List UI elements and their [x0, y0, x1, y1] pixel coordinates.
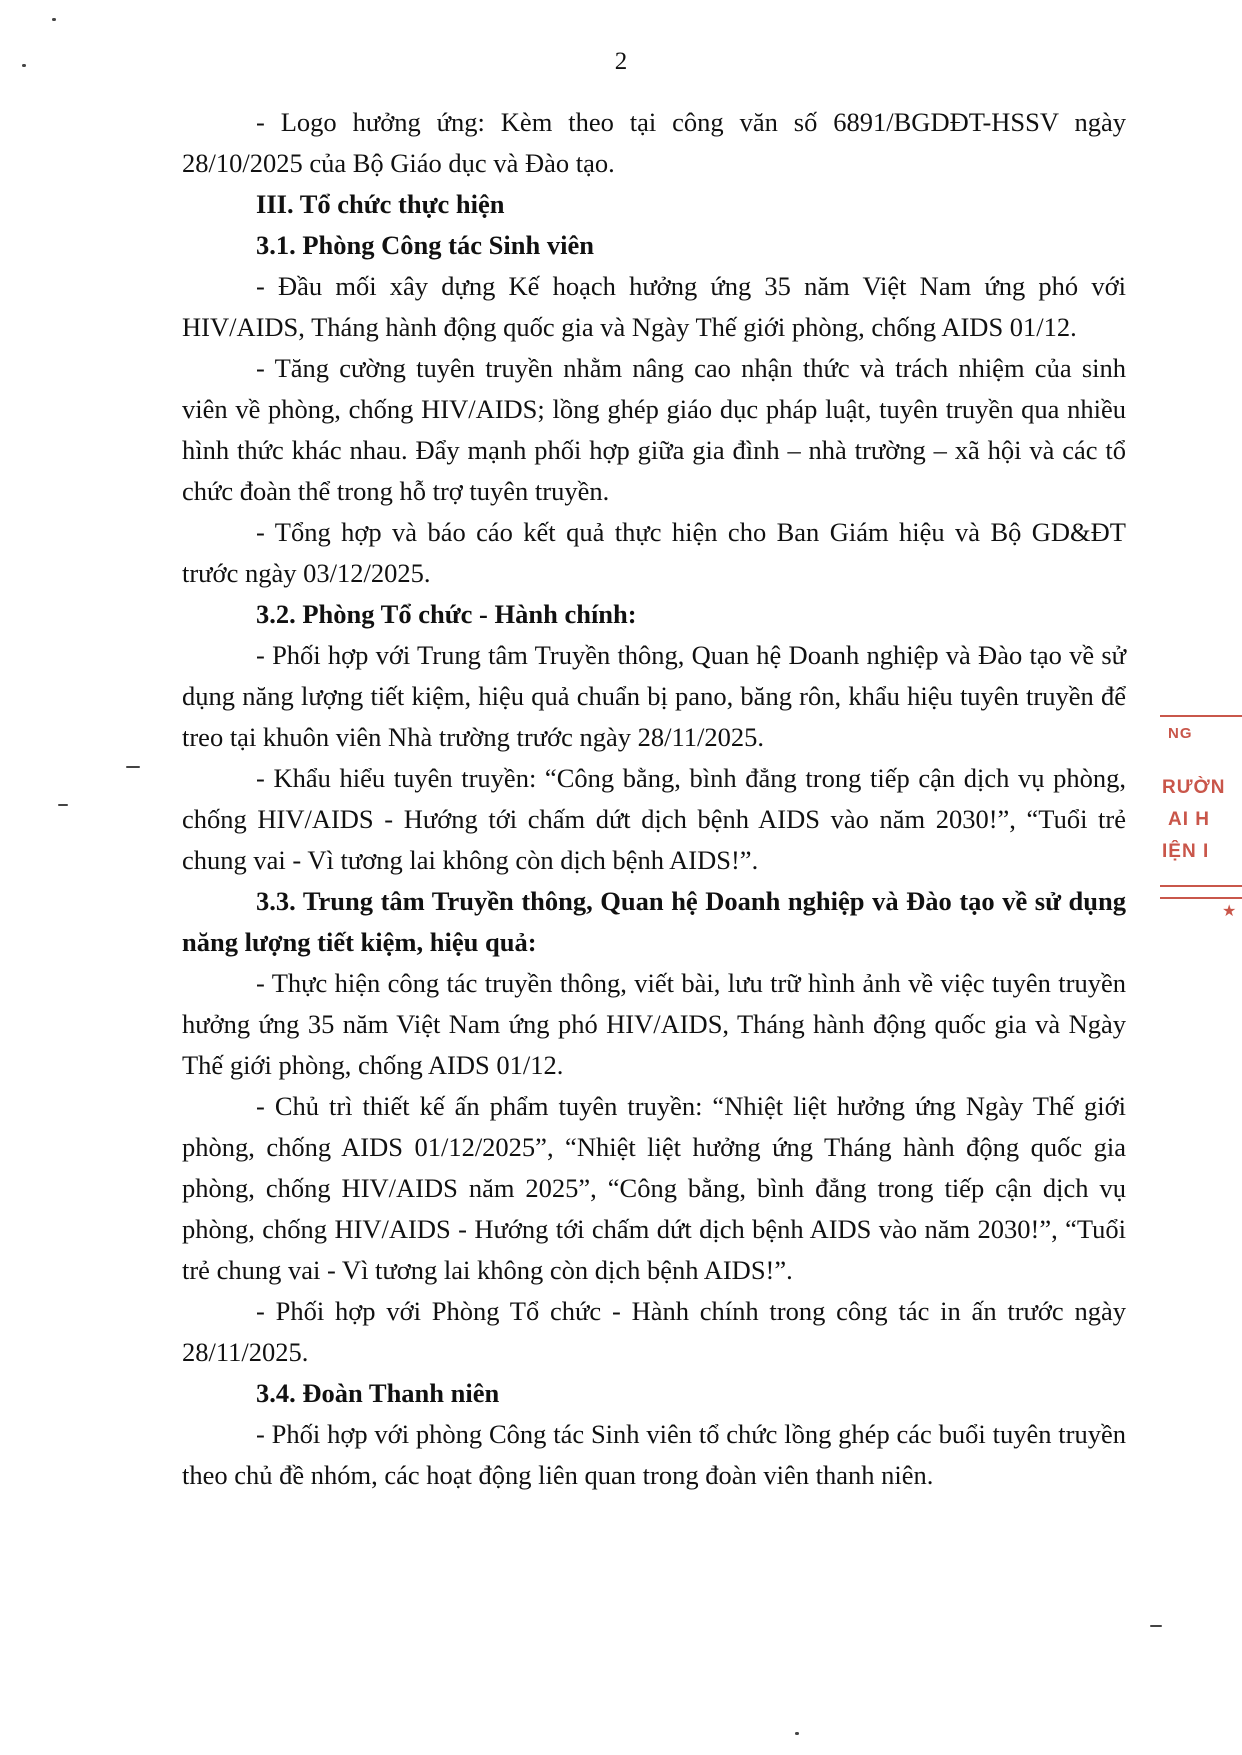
scan-speck — [22, 64, 26, 67]
paragraph-logo: - Logo hưởng ứng: Kèm theo tại công văn số 6891/BGDĐT-HSSV ngày 28/10/2025 của Bộ Giáo dục và Đào tạo. — [182, 107, 1126, 178]
stamp-text-3: AI H — [1168, 809, 1210, 830]
heading-3-3: 3.3. Trung tâm Truyền thông, Quan hệ Doanh nghiệp và Đào tạo về sử dụng năng lượng tiết kiệm, hiệu quả: — [182, 886, 1126, 957]
stamp-text-2: RƯỜN — [1162, 777, 1226, 798]
scan-speck — [52, 18, 56, 21]
document-body — [182, 102, 1126, 1496]
scan-speck — [795, 1732, 799, 1735]
paragraph-3-2-b: - Khẩu hiểu tuyên truyền: “Công bằng, bình đẳng trong tiếp cận dịch vụ phòng, chống HIV/AIDS - Hướng tới chấm dứt dịch bệnh AIDS vào năm 2030!”, “Tuổi trẻ chung vai - Vì tương lai không còn dịch bệnh AIDS!”. — [182, 763, 1126, 875]
paragraph-3-1-b: - Tăng cường tuyên truyền nhằm nâng cao nhận thức và trách nhiệm của sinh viên về phòng, chống HIV/AIDS; lồng ghép giáo dục pháp luật, tuyên truyền qua nhiều hình thức khác nhau. Đẩy mạnh phối hợp giữa gia đình – nhà trường – xã hội và các tổ chức đoàn thể trong hỗ trợ tuyên truyền. — [182, 353, 1126, 506]
stamp-arc-line — [1160, 885, 1242, 887]
page-number: 2 — [614, 48, 628, 75]
paragraph-3-3-a: - Thực hiện công tác truyền thông, viết bài, lưu trữ hình ảnh về việc tuyên truyền hưởng ứng 35 năm Việt Nam ứng phó HIV/AIDS, Tháng hành động quốc gia và Ngày Thế giới phòng, chống AIDS 01/12. — [182, 968, 1126, 1080]
heading-3-1: 3.1. Phòng Công tác Sinh viên — [256, 230, 594, 260]
stamp-arc-line — [1160, 715, 1242, 717]
heading-3-4: 3.4. Đoàn Thanh niên — [256, 1378, 500, 1408]
scan-speck — [1150, 1625, 1162, 1627]
scan-speck — [58, 804, 68, 806]
stamp-arc-line — [1160, 897, 1242, 899]
heading-3-2: 3.2. Phòng Tổ chức - Hành chính: — [256, 599, 637, 629]
official-stamp-fragment — [1160, 715, 1242, 925]
scan-speck — [126, 766, 140, 768]
stamp-star-icon: ★ — [1222, 903, 1238, 920]
heading-section-3: III. Tổ chức thực hiện — [256, 189, 505, 219]
paragraph-3-1-a: - Đầu mối xây dựng Kế hoạch hưởng ứng 35 năm Việt Nam ứng phó với HIV/AIDS, Tháng hành động quốc gia và Ngày Thế giới phòng, chống AIDS 01/12. — [182, 271, 1126, 342]
paragraph-3-4-a: - Phối hợp với phòng Công tác Sinh viên tổ chức lồng ghép các buổi tuyên truyền theo chủ đề nhóm, các hoạt động liên quan trong đoàn viên thanh niên. — [182, 1419, 1126, 1490]
paragraph-3-1-c: - Tổng hợp và báo cáo kết quả thực hiện cho Ban Giám hiệu và Bộ GD&ĐT trước ngày 03/12/2025. — [182, 517, 1126, 588]
paragraph-3-2-a: - Phối hợp với Trung tâm Truyền thông, Quan hệ Doanh nghiệp và Đào tạo về sử dụng năng lượng tiết kiệm, hiệu quả chuẩn bị pano, băng rôn, khẩu hiệu tuyên truyền để treo tại khuôn viên Nhà trường trước ngày 28/11/2025. — [182, 640, 1126, 752]
stamp-text-4: IỆN I — [1162, 841, 1210, 862]
paragraph-3-3-b: - Chủ trì thiết kế ấn phẩm tuyên truyền: “Nhiệt liệt hưởng ứng Ngày Thế giới phòng, chống AIDS 01/12/2025”, “Nhiệt liệt hưởng ứng Tháng hành động quốc gia phòng, chống HIV/AIDS năm 2025”, “Công bằng, bình đẳng trong tiếp cận dịch vụ phòng, chống HIV/AIDS - Hướng tới chấm dứt dịch bệnh AIDS vào năm 2030!”, “Tuổi trẻ chung vai - Vì tương lai không còn dịch bệnh AIDS!”. — [182, 1091, 1126, 1285]
paragraph-3-3-c: - Phối hợp với Phòng Tổ chức - Hành chính trong công tác in ấn trước ngày 28/11/2025. — [182, 1296, 1126, 1367]
stamp-text-1: NG — [1168, 725, 1193, 742]
